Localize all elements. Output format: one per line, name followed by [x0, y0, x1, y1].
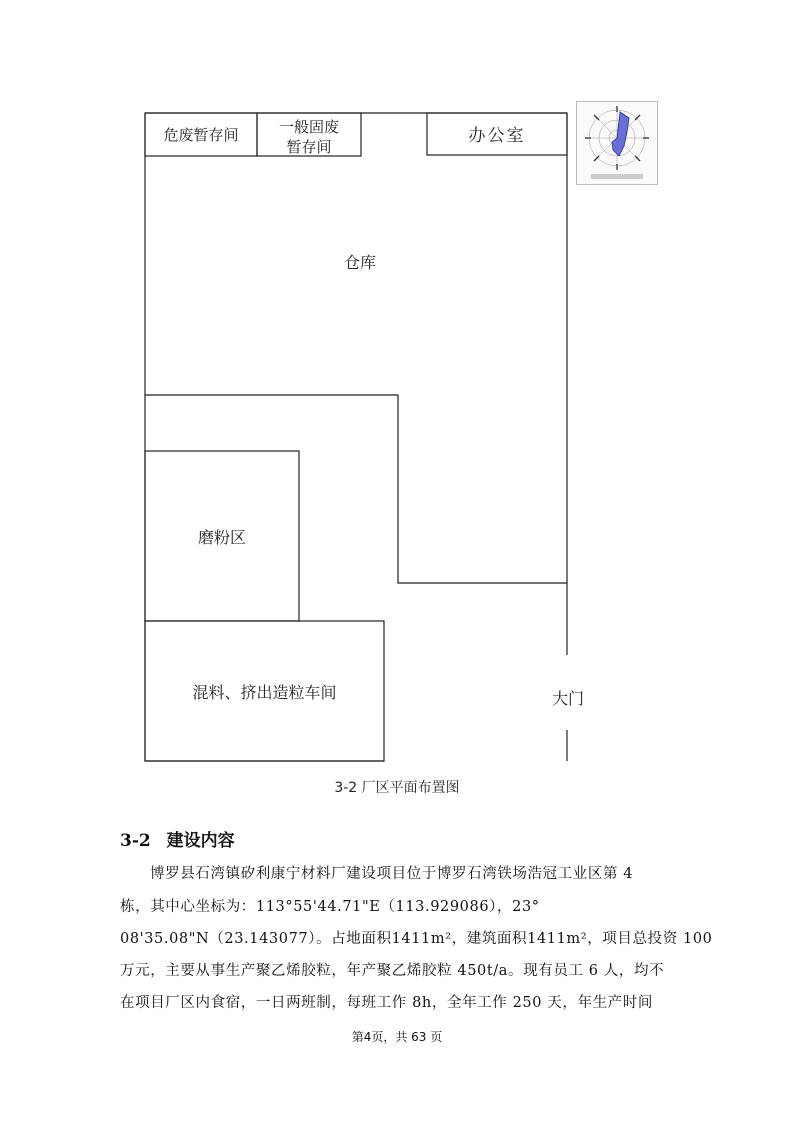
label-hazardous-waste: 危废暂存间 [163, 126, 239, 144]
section-title: 建设内容 [166, 831, 235, 851]
label-warehouse: 仓库 [343, 253, 376, 272]
body-line-5: 在项目厂区内食宿，一日两班制，每班工作 8h，全年工作 250 天，年生产时间 [120, 995, 653, 1011]
body-line-4: 万元，主要从事生产聚乙烯胶粒，年产聚乙烯胶粒 450t/a。现有员工 6 人，均不 [120, 963, 665, 979]
body-line-3: 08'35.08"N（23.143077）。占地面积1411m²，建筑面积1411m²，项目总投资 100 [120, 931, 713, 947]
label-general-waste-2: 暂存间 [286, 138, 332, 156]
section-number: 3-2 [120, 831, 151, 851]
figure-caption: 3-2 厂区平面布置图 [334, 780, 460, 796]
page-footer: 第4页，共 63 页 [351, 1030, 443, 1044]
body-line-2: 栋，其中心坐标为：113°55'44.71"E（113.929086），23° [120, 899, 540, 915]
section-heading [120, 826, 235, 851]
label-mixing: 混料、挤出造粒车间 [192, 683, 337, 702]
warehouse-boundary [145, 395, 567, 583]
label-office: 办公室 [468, 126, 526, 146]
label-general-waste-1: 一般固废 [278, 118, 339, 136]
label-grinding: 磨粉区 [197, 528, 246, 547]
label-gate: 大门 [552, 689, 585, 708]
body-line-1: 博罗县石湾镇矽利康宁材料厂建设项目位于博罗石湾铁场浩冠工业区第 4 [150, 866, 634, 882]
wind-rose-icon [576, 101, 658, 185]
